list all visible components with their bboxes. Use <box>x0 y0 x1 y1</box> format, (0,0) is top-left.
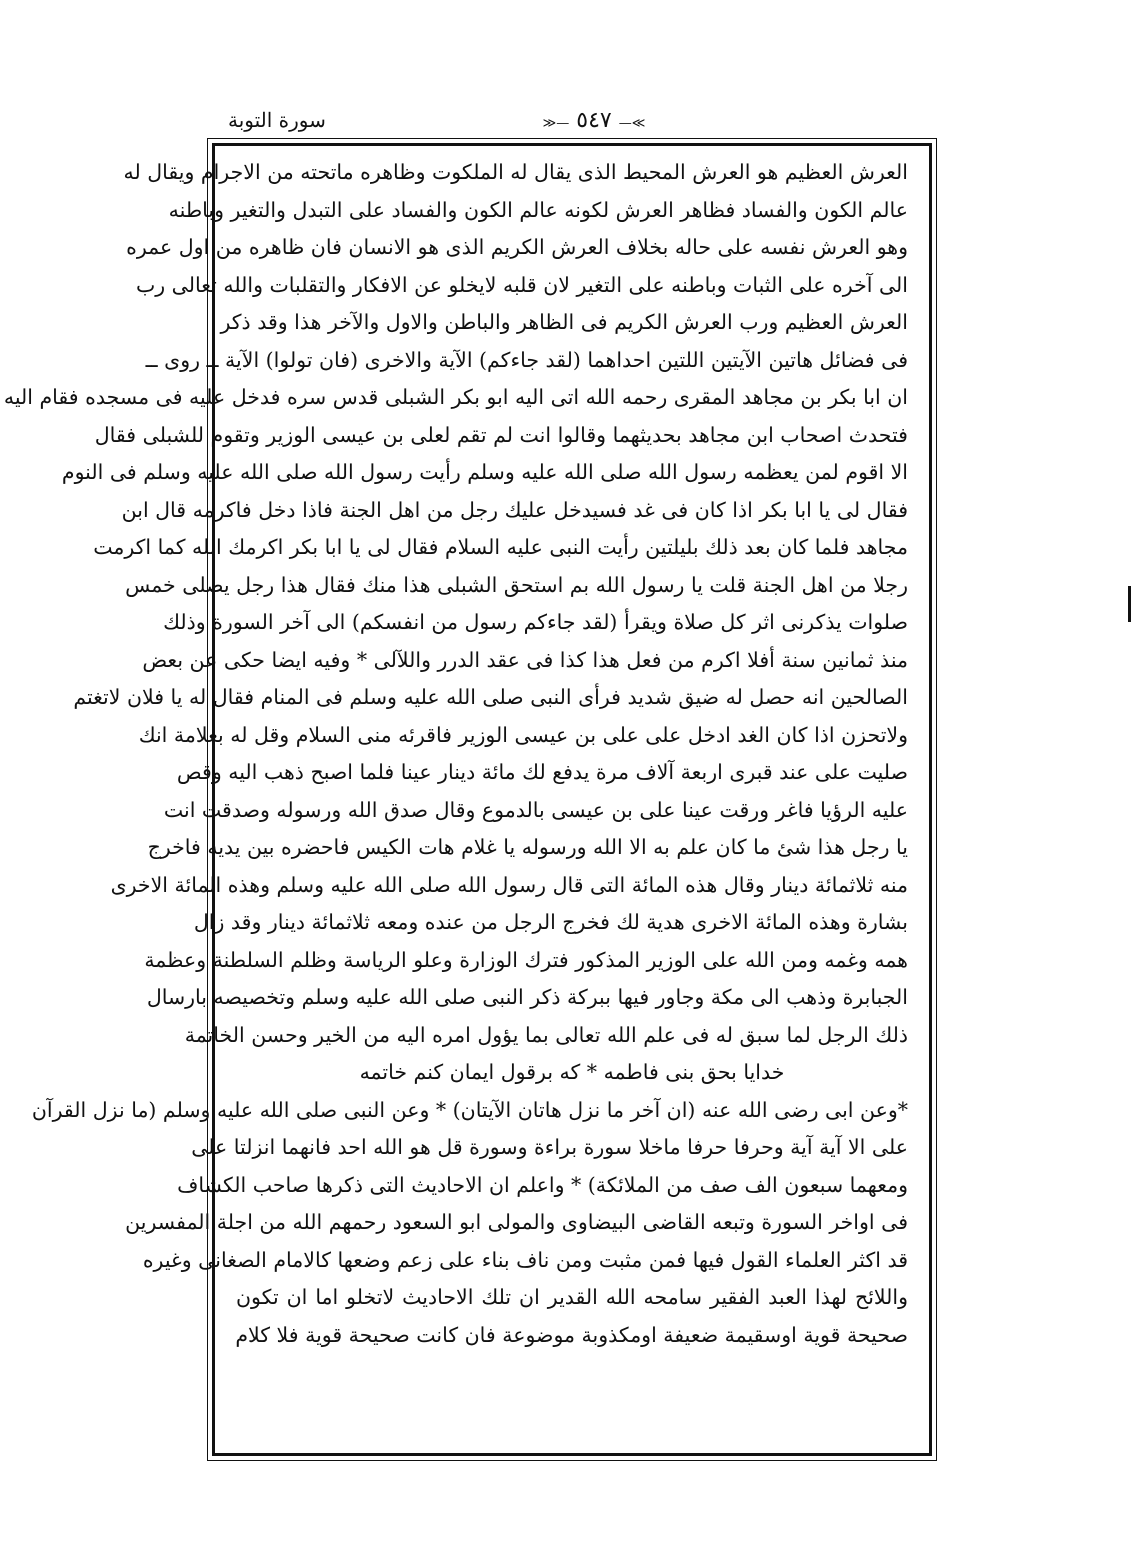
text-line: الجبابرة وذهب الى مكة وجاور فيها ببركة ذكر النبى صلى الله عليه وسلم وتخصيصه بارسال <box>146 985 908 1009</box>
text-line: رجلا من اهل الجنة قلت يا رسول الله بم استحق الشبلى هذا منك فقال هذا رجل يصلى خمس <box>125 572 908 597</box>
text-line: فتحدث اصحاب ابن مجاهد بحديثهما وقالوا انت لم تقم لعلى بن عيسى الوزير وتقوم للشبلى فقال <box>94 422 908 447</box>
ornament-right: —≪ <box>542 116 570 131</box>
page-body <box>3 154 908 1354</box>
page-number: ٥٤٧ <box>576 108 612 133</box>
text-line: ولاتحزن اذا كان الغد ادخل على على بن عيسى الوزير فاقرئه منى السلام وقل له بعلامة انك <box>138 722 908 747</box>
text-line: عليه الرؤيا فاغر ورقت عينا على بن عيسى بالدموع وقال صدق الله ورسوله وصدقت انت <box>163 797 908 822</box>
page-header <box>214 108 934 144</box>
text-line: همه وغمه ومن الله على الوزير المذكور فترك الوزارة وعلو الرياسة وظلم السلطنة وعظمة <box>144 947 908 972</box>
text-line: منذ ثمانين سنة أفلا اكرم من فعل هذا كذا فى عقد الدرر واللآلى * وفيه ايضا حكى عن بعض <box>142 647 908 672</box>
text-line: العرش العظيم هو العرش المحيط الذى يقال له الملكوت وظاهره ماتحته من الاجرام ويقال له <box>123 160 908 184</box>
text-line: *وعن ابى رضى الله عنه (ان آخر ما نزل هاتان الآيتان) * وعن النبى صلى الله عليه وسلم (ما نزل القرآن <box>31 1097 908 1122</box>
text-line: الا اقوم لمن يعظمه رسول الله صلى الله عليه وسلم رأيت رسول الله صلى الله عليه وسلم فى النوم <box>61 460 908 484</box>
text-line: منه ثلاثمائة دينار وقال هذه المائة التى قال رسول الله صلى الله عليه وسلم وهذه المائة الاخرى <box>110 872 908 897</box>
text-line: مجاهد فلما كان بعد ذلك بليلتين رأيت النبى عليه السلام فقال لى يا ابا بكر اكرمك الله كما اكرمت <box>93 535 908 559</box>
text-line: الصالحين انه حصل له ضيق شديد فرأى النبى صلى الله عليه وسلم فى المنام فقال له يا فلان لاتغتم <box>73 685 908 709</box>
surah-title: سورة التوبة <box>228 108 326 132</box>
text-line: صليت على عند قبرى اربعة آلاف مرة يدفع لك مائة دينار عينا فلما اصبح ذهب اليه وقص <box>176 760 908 784</box>
text-line: فى اواخر السورة وتبعه القاضى البيضاوى والمولى ابو السعود رحمهم الله من اجلة المفسرين <box>125 1210 908 1234</box>
text-line: فقال لى يا ابا بكر اذا كان فى غد فسيدخل عليك رجل من اهل الجنة فاذا دخل فاكرمه قال ابن <box>121 497 908 522</box>
text-line: ذلك الرجل لما سبق له فى علم الله تعالى بما يؤول امره اليه من الخير وحسن الخاتمة <box>184 1022 908 1047</box>
text-line: وهو العرش نفسه على حاله بخلاف العرش الكريم الذى هو الانسان فان ظاهره من اول عمره <box>126 235 908 259</box>
text-line: يا رجل هذا شئ ما كان علم به الا الله ورسوله يا غلام هات الكيس فاحضره بين يديه فاخرج <box>147 835 908 859</box>
text-line: صحيحة قوية اوسقيمة ضعيفة اومكذوبة موضوعة فان كانت صحيحة قوية فلا كلام <box>235 1322 908 1347</box>
text-line: واللائح لهذا العبد الفقير سامحه الله القدير ان تلك الاحاديث لاتخلو اما ان تكون <box>236 1285 908 1309</box>
ornament-left: ≫— <box>618 116 646 131</box>
text-line: على الا آية آية وحرفا حرفا ماخلا سورة براءة وسورة قل هو الله احد فانهما انزلتا على <box>191 1135 908 1159</box>
text-line: بشارة وهذه المائة الاخرى هدية لك فخرج الرجل من عنده ومعه ثلاثمائة دينار وقد زال <box>193 910 908 934</box>
page-number-block <box>524 108 664 133</box>
text-line: ومعهما سبعون الف صف من الملائكة) * واعلم ان الاحاديث التى ذكرها صاحب الكشاف <box>177 1172 908 1197</box>
margin-mark <box>1128 586 1131 622</box>
persian-verse: خدايا بحق بنى فاطمه * كه برقول ايمان كنم خاتمه <box>359 1060 785 1084</box>
text-line: فى فضائل هاتين الآيتين اللتين احداهما (لقد جاءكم) الآية والاخرى (فان تولوا) الآية ــ روى ــ <box>145 347 908 372</box>
text-line: صلوات يذكرنى اثر كل صلاة ويقرأ (لقد جاءكم رسول من انفسكم) الى آخر السورة وذلك <box>163 610 908 634</box>
text-line: ان ابا بكر بن مجاهد المقرى رحمه الله اتى اليه ابو بكر الشبلى قدس سره فدخل عليه فى مسجده فقام اليه <box>3 385 908 409</box>
text-line: الى آخره على الثبات وباطنه على التغير لان قلبه لايخلو عن الافكار والتقلبات والله تعالى رب <box>135 272 908 297</box>
text-line: عالم الكون والفساد فظاهر العرش لكونه عالم الكون والفساد على التبدل والتغير وباطنه <box>168 197 908 222</box>
text-line: العرش العظيم ورب العرش الكريم فى الظاهر والباطن والاول والآخر هذا وقد ذكر <box>220 310 908 334</box>
text-line: قد اكثر العلماء القول فيها فمن مثبت ومن ناف بناء على زعم وضعها كالامام الصغانى وغيره <box>142 1247 908 1272</box>
